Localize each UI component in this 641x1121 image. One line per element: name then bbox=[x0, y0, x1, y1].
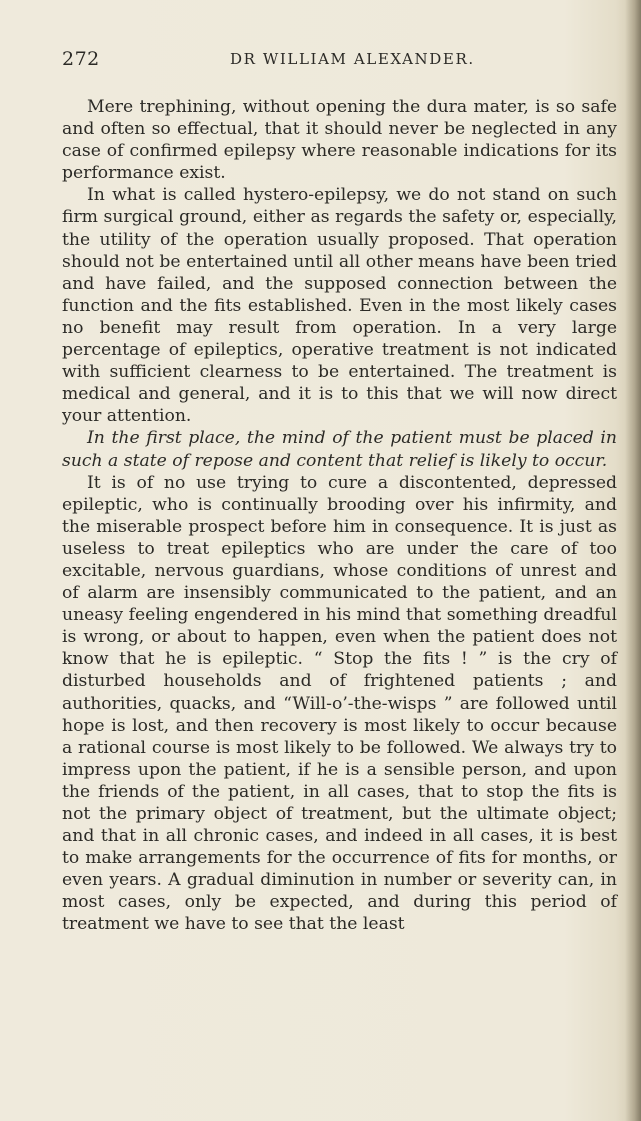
paragraph-hystero-epilepsy: In what is called hystero-epilepsy, we do not stand on such firm surgical ground, either as regards the safety or, especially, the utility of the operation usually proposed. That operation should not be entertained until all other means have been tried and have failed, and the supposed connection between the function and the fits established. Even in the most likely cases no benefit may result from operation. In a very large percentage of epileptics, operative treatment is not indicated with sufficient clearness to be entertained. The treatment is medical and general, and it is to this that we will now direct your attention. bbox=[62, 185, 617, 427]
running-head: DR WILLIAM ALEXANDER. bbox=[230, 50, 475, 68]
page-edge-shadow bbox=[625, 0, 641, 1121]
paragraph-trephining: Mere trephining, without opening the dura mater, is so safe and often so effectual, that it should never be neglected in any case of confirmed epilepsy where reasonable indications for its performance exist. bbox=[62, 97, 617, 184]
body-text bbox=[62, 96, 617, 936]
page-number: 272 bbox=[62, 48, 100, 70]
paragraph-italic-principle: In the first place, the mind of the patient must be placed in such a state of repose and content that relief is likely to occur. bbox=[62, 428, 617, 471]
page-header bbox=[62, 48, 611, 72]
paragraph-treatment: It is of no use trying to cure a discontented, depressed epileptic, who is continually brooding over his infirmity, and the miserable prospect before him in consequence. It is just as useless to treat epileptics who are under the care of too excitable, nervous guardians, whose conditions of unrest and of alarm are insensibly communicated to the patient, and an uneasy feeling engendered in his mind that something dreadful is wrong, or about to happen, even when the patient does not know that he is epileptic. “ Stop the fits ! ” is the cry of disturbed households and of frightened patients ; and authorities, quacks, and “Will-o’-the-wisps ” are followed until hope is lost, and then recovery is most likely to occur because a rational course is most likely to be followed. We always try to impress upon the patient, if he is a sensible person, and upon the friends of the patient, in all cases, that to stop the fits is not the primary object of treatment, but the ultimate object; and that in all chronic cases, and indeed in all cases, it is best to make arrangements for the occurrence of fits for months, or even years. A gradual diminution in number or severity can, in most cases, only be expected, and during this period of treatment we have to see that the least bbox=[62, 472, 617, 935]
